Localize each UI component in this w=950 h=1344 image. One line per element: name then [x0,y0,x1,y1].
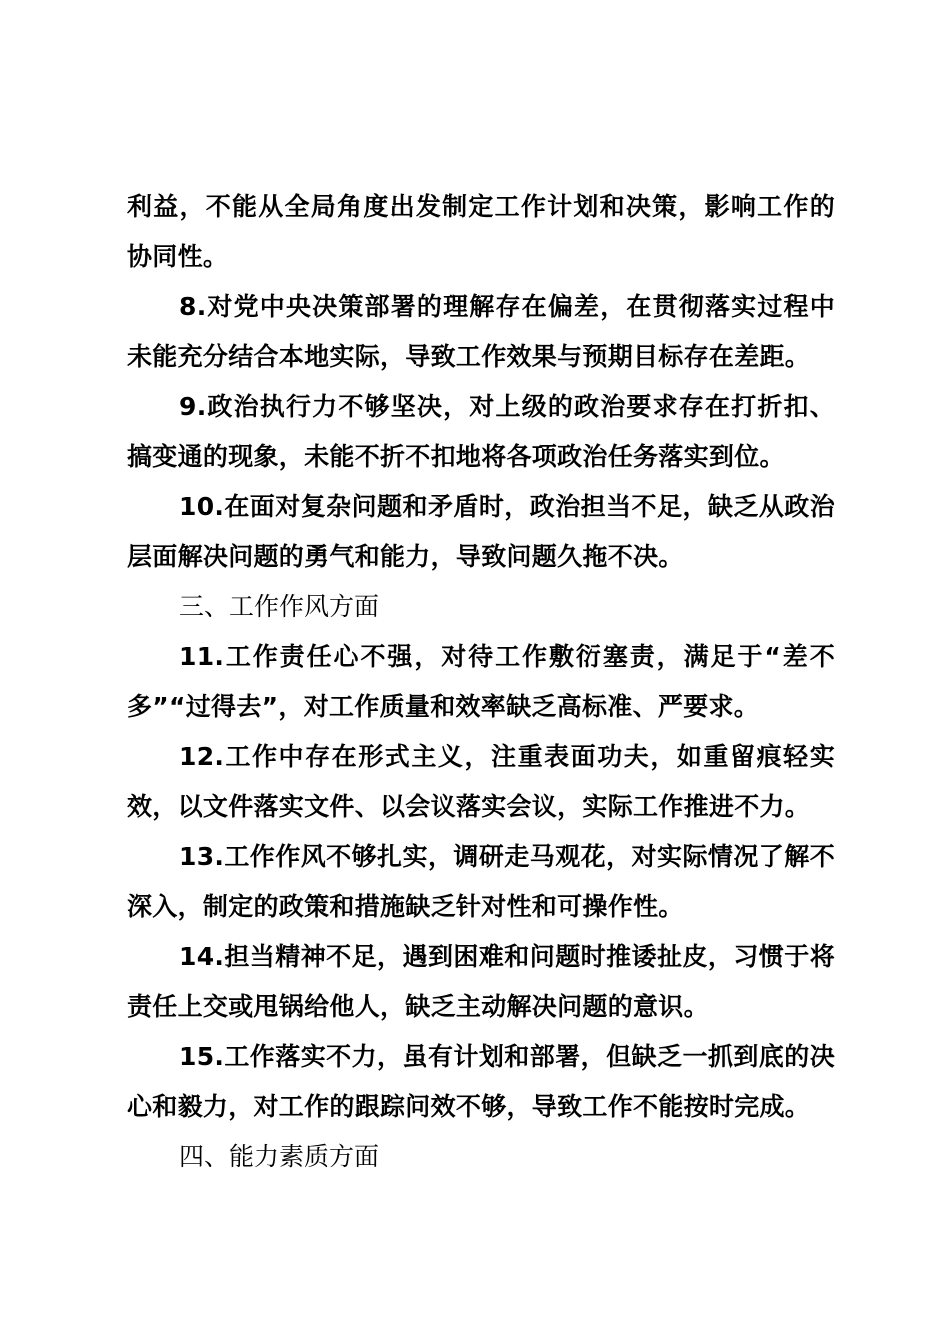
list-item-9: 9.政治执行力不够坚决，对上级的政治要求存在打折扣、搞变通的现象，未能不折不扣地将各项政治任务落实到位。 [127,392,835,471]
list-item-12: 12.工作中存在形式主义，注重表面功夫，如重留痕轻实效，以文件落实文件、以会议落实会议，实际工作推进不力。 [127,742,835,821]
document-page [127,182,835,1182]
list-item-14: 14.担当精神不足，遇到困难和问题时推诿扯皮，习惯于将责任上交或甩锅给他人，缺乏主动解决问题的意识。 [127,942,835,1021]
list-item-10: 10.在面对复杂问题和矛盾时，政治担当不足，缺乏从政治层面解决问题的勇气和能力，导致问题久拖不决。 [127,492,835,571]
list-item-15: 15.工作落实不力，虽有计划和部署，但缺乏一抓到底的决心和毅力，对工作的跟踪问效不够，导致工作不能按时完成。 [127,1042,835,1121]
list-item-13: 13.工作作风不够扎实，调研走马观花，对实际情况了解不深入，制定的政策和措施缺乏针对性和可操作性。 [127,842,835,921]
list-item-8: 8.对党中央决策部署的理解存在偏差，在贯彻落实过程中未能充分结合本地实际，导致工作效果与预期目标存在差距。 [127,292,835,371]
paragraph-continued: 利益，不能从全局角度出发制定工作计划和决策，影响工作的协同性。 [127,192,835,271]
section-heading-ability: 四、能力素质方面 [179,1142,380,1171]
list-item-11: 11.工作责任心不强，对待工作敷衍塞责，满足于“差不多”“过得去”，对工作质量和效率缺乏高标准、严要求。 [127,642,835,721]
section-heading-work-style: 三、工作作风方面 [179,592,380,621]
